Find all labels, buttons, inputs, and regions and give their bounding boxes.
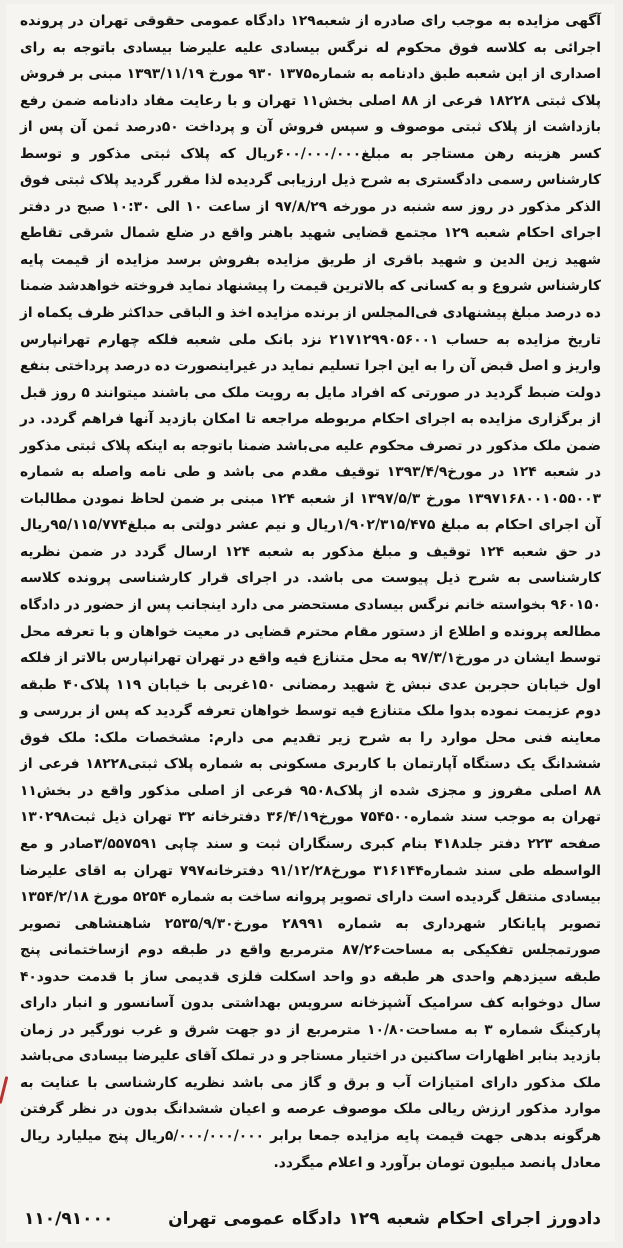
auction-notice-text: آگهی مزایده به موجب رای صادره از شعبه۱۲۹ دادگاه عمومی حقوقی تهران در پرونده اجرائی به کلاسه فوق محکوم له نرگس بیسادی علیه علیرضا بیسادی باتوجه به رای اصداری از این شعبه طبق دادنامه به شماره۱۳۷۵ ۹۳۰ مورخ ۱۳۹۳/۱۱/۱۹ مبنی بر فروش پلاک ثبتی ۱۸۲۲۸ فرعی از ۸۸ اصلی بخش۱۱ تهران و با رعایت مفاد دادنامه ضمن رفع بازداشت از پلاک ثبتی موصوف و سپس فروش آن و پرداخت ۵۰درصد ثمن آن پس از کسر هزینه رهن مستاجر به مبلغ۶۰۰/۰۰۰/۰۰۰ریال که پلاک ثبتی مذکور و توسط کارشناس رسمی دادگستری به شرح ذیل ارزیابی گردیده لذا مقرر گردید پلاک ثبتی فوق الذکر مذکور در روز سه شنبه در مورخه ۹۷/۸/۲۹ از ساعت ۱۰ الی ۱۰:۳۰ صبح در دفتر اجرای احکام شعبه ۱۲۹ مجتمع قضایی شهید باهنر واقع در ضلع شمال شرقی تقاطع شهید زین الدین و شهید باقری از طریق مزایده بفروش برسد مزایده از قیمت پایه کارشناس شروع و به کسانی که بالاترین قیمت را پیشنهاد نماید فروخته خواهدشد ضمنا ده درصد مبلغ پیشنهادی فی‌المجلس از برنده مزایده اخذ و الباقی حداکثر ظرف یکماه از تاریخ مزایده به حساب ۲۱۷۱۲۹۹۰۵۶۰۰۱ نزد بانک ملی شعبه فلکه چهارم تهرانپارس واریز و اصل قبض آن را به این اجرا تسلیم نماید در غیراینصورت ده درصد پرداختی بنفع دولت ضبط گردید در صورتی که افراد مایل به رویت ملک می باشند میتوانند ۵ روز قبل از برگزاری مزایده به اجرای احکام مربوطه مراجعه تا امکان بازدید آنها فراهم گردد. در ضمن ملک مذکور در تصرف محکوم علیه می‌باشد ضمنا باتوجه به اینکه پلاک ثبتی مذکور در شعبه ۱۲۴ در مورخ۱۳۹۳/۴/۹ توقیف مقدم می باشد و طی نامه واصله به شماره ۱۳۹۷۱۶۸۰۰۱۰۵۵۰۰۳ مورخ ۱۳۹۷/۵/۳ از شعبه ۱۲۴ مبنی بر ضمن لحاظ نمودن مطالبات آن اجرای احکام به مبلغ ۱/۹۰۲/۳۱۵/۴۷۵ریال و نیم عشر دولتی به مبلغ۹۵/۱۱۵/۷۷۴ریال در حق شعبه ۱۲۴ توقیف و مبلغ مذکور به شعبه ۱۲۴ ارسال گردد در ضمن نظریه کارشناسی به شرح ذیل پیوست می باشد. در اجرای قرار کارشناسی پرونده کلاسه ۹۶۰۱۵۰ بخواسته خانم نرگس بیسادی مستحضر می دارد اینجانب پس از حضور در دادگاه مطالعه پرونده و اطلاع از دستور مقام محترم قضایی در معیت خواهان و با تعرفه محل توسط ایشان در مورخ۹۷/۳/۱ به محل متنازع فیه واقع در تهران تهرانپارس بالاتر از فلکه اول خیابان حجربن عدی نبش خ شهید رمضانی ۱۵۰غربی با خیابان ۱۱۹ پلاک۴۰ طبقه دوم عزیمت نموده بدوا ملک متنازع فیه توسط خواهان تعرفه گردید که پس از بررسی و معاینه فنی محل موارد را به شرح زیر تقدیم می دارم: مشخصات ملک: ملک فوق ششدانگ یک دستگاه آپارتمان با کاربری مسکونی به شماره پلاک ثبتی۱۸۲۲۸ فرعی از ۸۸ اصلی مفروز و مجزی شده از پلاک۹۵۰۸ فرعی از اصلی مذکور واقع در بخش۱۱ تهران به موجب سند شماره۷۵۴۵۰۰ مورخ۳۶/۴/۱۹ دفترخانه ۳۲ تهران ذیل ثبت۱۳۰۲۹۸ صفحه ۲۲۳ دفتر جلد۴۱۸ بنام کبری رسنگاران ثبت و سند چاپی ۳/۵۵۷۵۹۱صادر و مع الواسطه طی سند شماره۳۱۶۱۴۴ مورخ۹۱/۱۲/۲۸ دفترخانه۷۹۷ تهران به اقای علیرضا بیسادی منتقل گردیده است دارای تصویر پروانه ساخت به شماره ۵۲۵۴ مورخ ۱۳۵۴/۲/۱۸ تصویر پایانکار شهرداری به شماره ۲۸۹۹۱ مورخ۲۵۳۵/۹/۳۰ شاهنشاهی تصویر صورتمجلس تفکیکی به مساحت۸۷/۲۶ مترمربع واقع در طبقه دوم ازساختمانی پنج طبقه سیزدهم واحدی هر طبقه دو واحد اسکلت فلزی قدیمی ساز با قدمت حدود۴۰ سال دوخوابه کف سرامیک آشپزخانه سرویس بهداشتی بدون آسانسور و انبار دارای پارکینگ شماره ۳ به مساحت۱۰/۸۰ مترمربع از دو جهت شرق و غرب نورگیر در زمان بازدید بنابر اظهارات ساکنین در اختیار مستاجر و در تملک آقای علیرضا بیسادی می‌باشد ملک مذکور دارای امتیازات آب و برق و گاز می باشد نظریه کارشناسی با عنایت به موارد مذکور ارزش ریالی ملک موصوف عرصه و اعیان ششدانگ بدون در نظر گرفتن هرگونه بدهی جهت قیمت پایه مزایده جمعا برابر ۵/۰۰۰/۰۰۰/۰۰۰ریال پنج میلیارد ریال معادل پانصد میلیون تومان برآورد و اعلام میگردد. <box>20 13 602 1171</box>
issuer-signature: دادورز اجرای احکام شعبه ۱۲۹ دادگاه عمومی تهران <box>168 1209 601 1229</box>
notice-footer <box>24 1204 601 1234</box>
newspaper-notice-clipping <box>6 4 615 1242</box>
notice-reference-number: ۱۱۰/۹۱۰۰۰ <box>24 1209 114 1229</box>
